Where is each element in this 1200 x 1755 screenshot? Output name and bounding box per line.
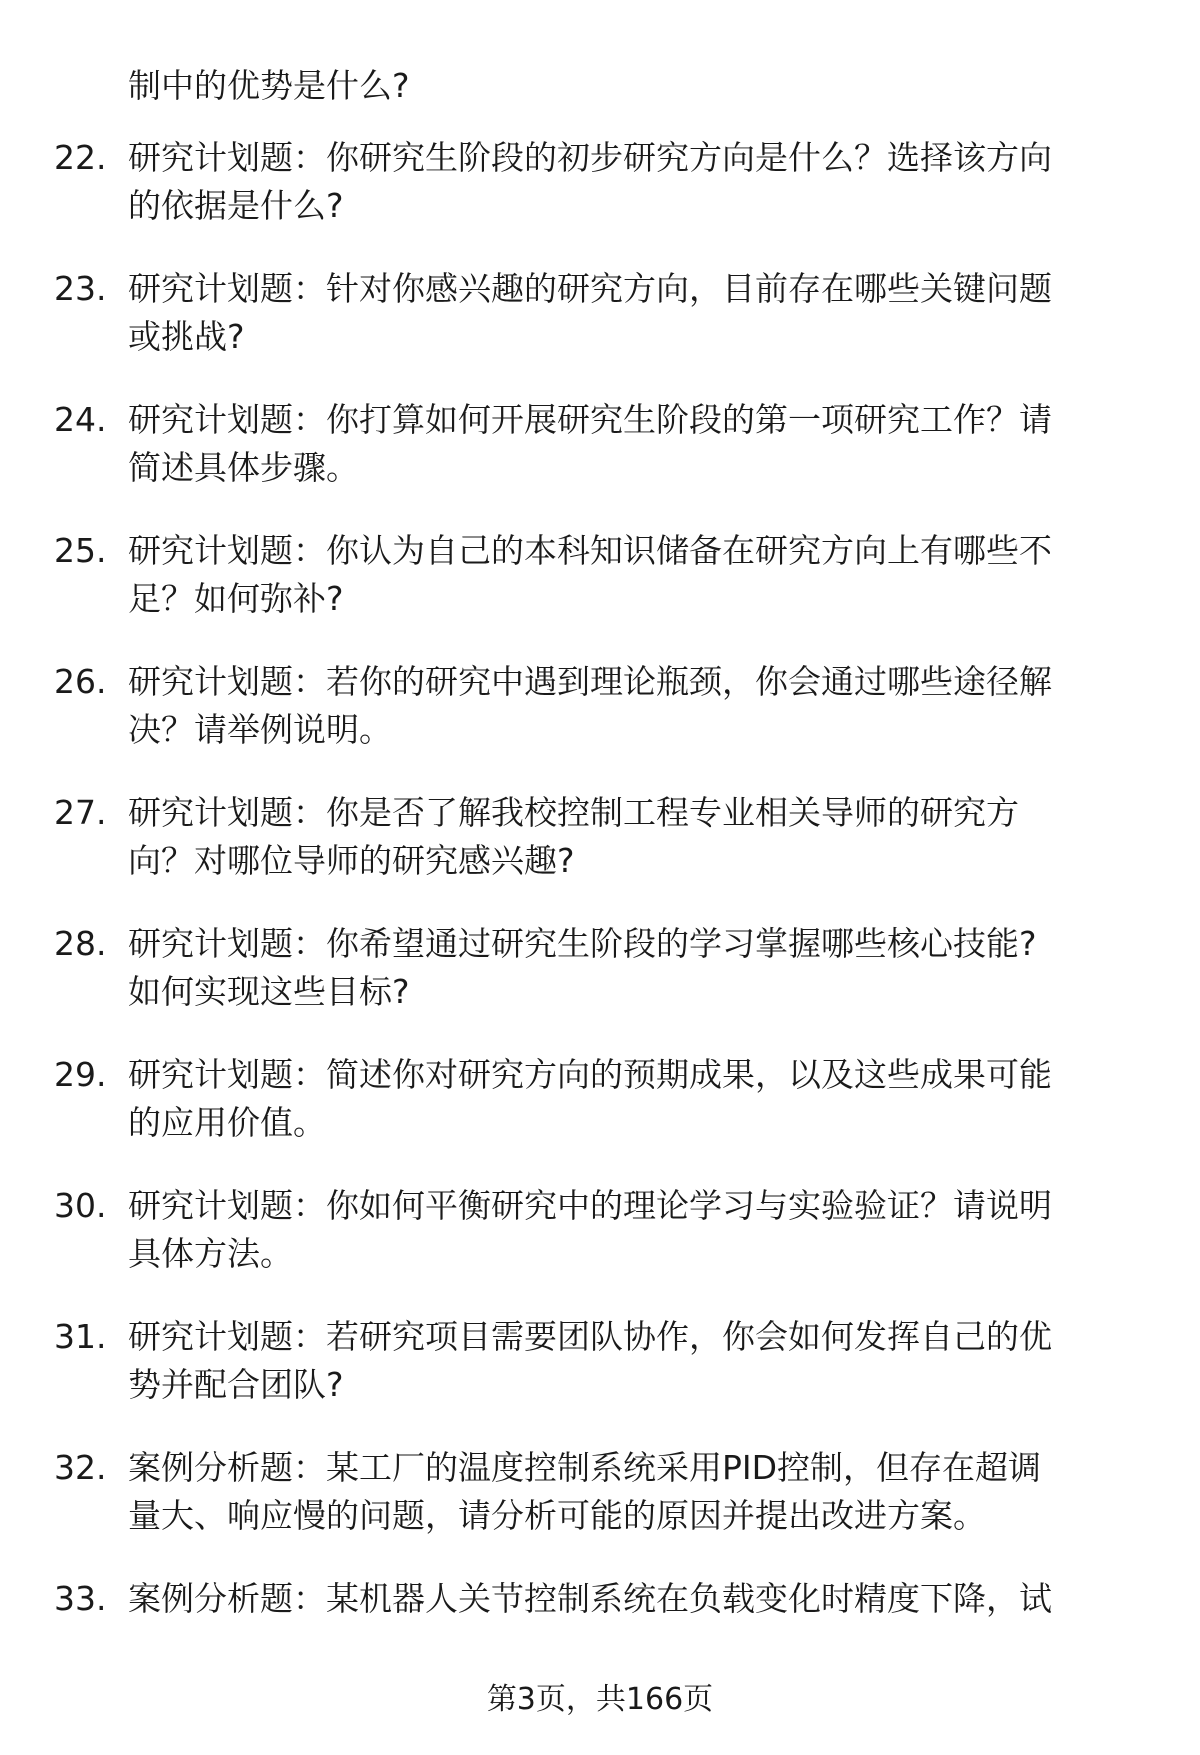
question-text (128, 396, 1052, 492)
question-text (128, 1051, 1052, 1147)
question-item-28 (0, 920, 1200, 1051)
question-line: 研究计划题：若研究项目需要团队协作，你会如何发挥自己的优 (128, 1317, 1052, 1356)
question-line: 足？如何弥补? (128, 579, 344, 618)
question-line: 研究计划题：你如何平衡研究中的理论学习与实验验证？请说明 (128, 1186, 1052, 1225)
question-number: 33. (54, 1579, 107, 1618)
question-text (128, 527, 1052, 623)
question-number: 30. (54, 1186, 107, 1225)
question-line: 决？请举例说明。 (128, 710, 392, 749)
question-line: 研究计划题：针对你感兴趣的研究方向，目前存在哪些关键问题 (128, 269, 1052, 308)
question-line: 案例分析题：某工厂的温度控制系统采用PID控制，但存在超调 (128, 1448, 1042, 1487)
question-text (128, 134, 1052, 230)
question-item-29 (0, 1051, 1200, 1182)
question-text (128, 1575, 1052, 1623)
question-line: 研究计划题：你研究生阶段的初步研究方向是什么？选择该方向 (128, 138, 1052, 177)
question-number: 27. (54, 793, 107, 832)
question-line: 研究计划题：你希望通过研究生阶段的学习掌握哪些核心技能? (128, 924, 1037, 963)
question-number: 29. (54, 1055, 107, 1094)
question-line: 研究计划题：你认为自己的本科知识储备在研究方向上有哪些不 (128, 531, 1052, 570)
question-item-27 (0, 789, 1200, 920)
question-item-32 (0, 1444, 1200, 1575)
question-line: 简述具体步骤。 (128, 448, 359, 487)
continuation-line: 制中的优势是什么? (128, 66, 410, 105)
question-line: 量大、响应慢的问题，请分析可能的原因并提出改进方案。 (128, 1496, 986, 1535)
question-text (128, 920, 1037, 1016)
question-text (128, 789, 1019, 885)
question-number: 26. (54, 662, 107, 701)
question-item-22 (0, 134, 1200, 265)
page-footer: 第3页，共166页 (486, 1682, 714, 1717)
question-line: 研究计划题：若你的研究中遇到理论瓶颈，你会通过哪些途径解 (128, 662, 1052, 701)
question-item-26 (0, 658, 1200, 789)
question-number: 28. (54, 924, 107, 963)
question-text (128, 658, 1052, 754)
question-line: 研究计划题：你是否了解我校控制工程专业相关导师的研究方 (128, 793, 1019, 832)
question-number: 31. (54, 1317, 107, 1356)
question-text (128, 1182, 1052, 1278)
question-text (128, 265, 1052, 361)
question-line: 研究计划题：简述你对研究方向的预期成果，以及这些成果可能 (128, 1055, 1052, 1094)
question-item-25 (0, 527, 1200, 658)
question-number: 32. (54, 1448, 107, 1487)
question-line: 或挑战? (128, 317, 245, 356)
question-line: 研究计划题：你打算如何开展研究生阶段的第一项研究工作？请 (128, 400, 1052, 439)
question-number: 25. (54, 531, 107, 570)
question-number: 24. (54, 400, 107, 439)
question-number: 22. (54, 138, 107, 177)
question-line: 的依据是什么? (128, 186, 344, 225)
question-item-30 (0, 1182, 1200, 1313)
question-list (0, 134, 1200, 1706)
question-line: 向？对哪位导师的研究感兴趣? (128, 841, 575, 880)
question-item-24 (0, 396, 1200, 527)
question-line: 势并配合团队? (128, 1365, 344, 1404)
question-number: 23. (54, 269, 107, 308)
question-line: 如何实现这些目标? (128, 972, 410, 1011)
question-line: 案例分析题：某机器人关节控制系统在负载变化时精度下降，试 (128, 1579, 1052, 1618)
question-text (128, 1444, 1041, 1540)
question-line: 具体方法。 (128, 1234, 293, 1273)
question-item-31 (0, 1313, 1200, 1444)
question-text (128, 1313, 1052, 1409)
question-line: 的应用价值。 (128, 1103, 326, 1142)
question-item-23 (0, 265, 1200, 396)
